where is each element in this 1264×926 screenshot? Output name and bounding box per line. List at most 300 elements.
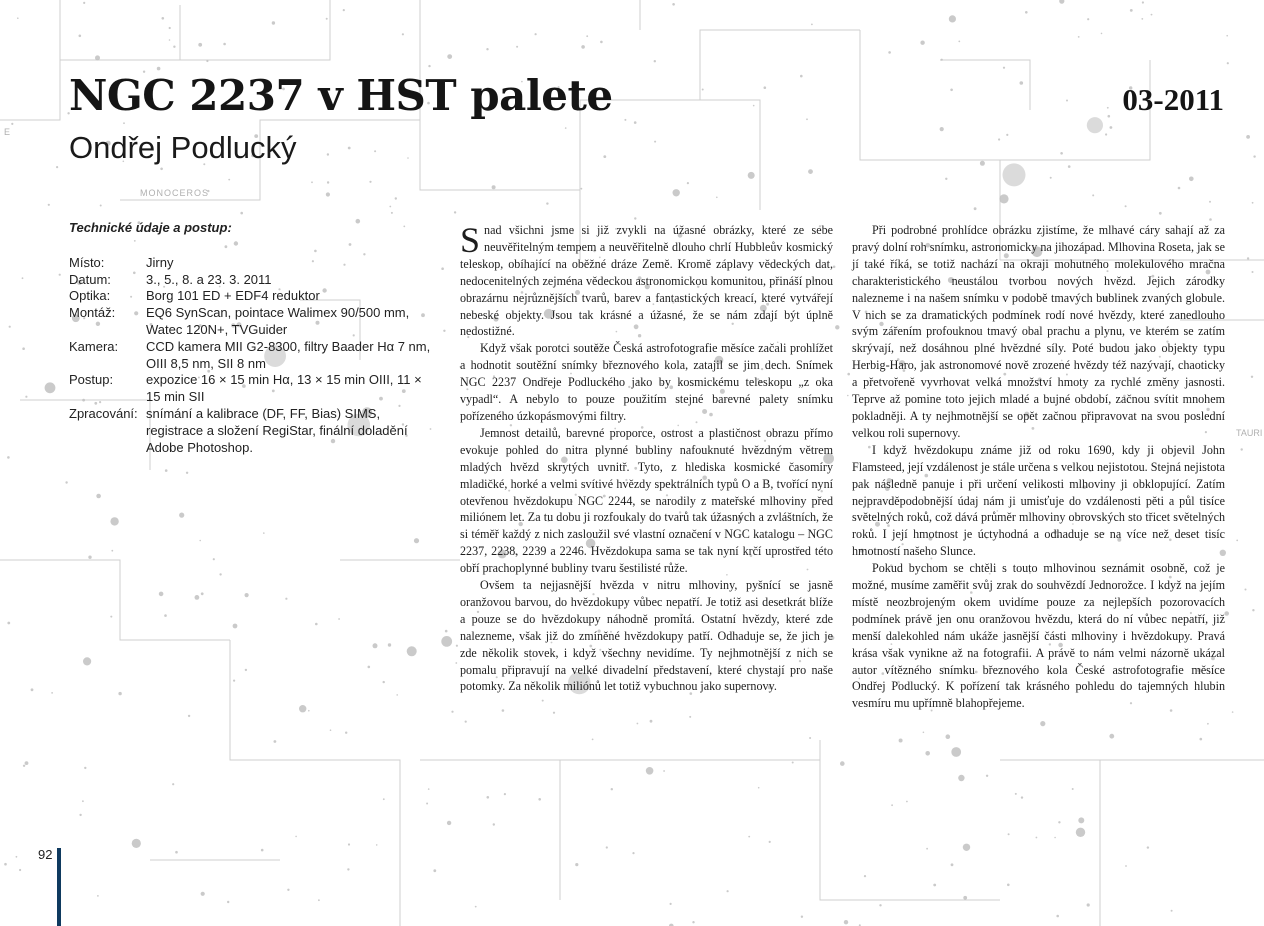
chart-star xyxy=(958,41,960,43)
article-paragraph: Když však porotci soutěže Česká astrofotografie měsíce začali prohlížet a hodnotit soutěžní snímky březnového kola, zatajil se jim dech. Snímek NGC 2237 Ondřeje Podluckého jako by kosmickému teleskopu „z oka vypadl“. A nebylo to pouze použitím stejné barevné palety snímku pořízeného úzkopásmovými filtry. xyxy=(460,341,833,423)
technical-row xyxy=(69,339,439,373)
chart-star xyxy=(689,716,691,718)
chart-star xyxy=(311,181,313,183)
chart-star xyxy=(132,839,141,848)
chart-star xyxy=(25,396,27,398)
chart-star xyxy=(443,330,445,332)
chart-star xyxy=(753,105,755,107)
chart-star xyxy=(1105,133,1107,135)
chart-star xyxy=(634,121,637,124)
chart-star xyxy=(173,46,175,48)
chart-star xyxy=(25,761,29,765)
chart-star xyxy=(1125,205,1127,207)
chart-star xyxy=(1087,117,1103,133)
chart-star xyxy=(1207,723,1209,725)
chart-star xyxy=(1020,81,1024,85)
chart-star xyxy=(327,153,329,155)
chart-star xyxy=(272,21,275,24)
chart-star xyxy=(951,747,961,757)
chart-star xyxy=(318,899,320,901)
chart-star xyxy=(31,688,34,691)
chart-star xyxy=(199,540,201,542)
chart-star xyxy=(999,194,1008,203)
chart-star xyxy=(646,767,654,775)
chart-star xyxy=(79,814,81,816)
technical-label: Datum: xyxy=(69,271,111,287)
chart-star xyxy=(188,715,190,717)
chart-star xyxy=(175,851,178,854)
chart-star xyxy=(11,123,13,125)
chart-star xyxy=(1006,134,1008,136)
chart-star xyxy=(315,623,318,626)
chart-star xyxy=(326,18,328,20)
technical-label: Postup: xyxy=(69,372,114,388)
chart-star xyxy=(388,643,391,646)
constellation-boundary xyxy=(420,0,580,260)
technical-details xyxy=(69,220,439,456)
chart-star xyxy=(369,181,371,183)
chart-star xyxy=(82,800,84,802)
chart-star xyxy=(535,33,537,35)
chart-star xyxy=(809,737,811,739)
chart-star xyxy=(769,841,771,843)
chart-star xyxy=(945,178,947,180)
chart-star xyxy=(692,921,694,923)
chart-star xyxy=(201,892,205,896)
chart-star xyxy=(951,863,954,866)
chart-star xyxy=(1110,126,1113,129)
chart-star xyxy=(65,481,67,483)
chart-star xyxy=(1253,155,1255,157)
chart-star xyxy=(1109,734,1114,739)
technical-value: EQ6 SynScan, pointace Walimex 90/500 mm, Watec 120N+, TVGuider xyxy=(146,305,410,337)
chart-star xyxy=(879,904,881,906)
chart-star xyxy=(1003,67,1005,69)
chart-star xyxy=(1054,837,1056,839)
chart-star xyxy=(925,751,930,756)
chart-star xyxy=(118,692,121,695)
chart-star xyxy=(261,849,264,852)
chart-star xyxy=(165,469,168,472)
page-number: 92 xyxy=(38,847,53,862)
chart-star xyxy=(1151,14,1153,16)
chart-star xyxy=(840,761,845,766)
chart-star xyxy=(219,573,221,575)
chart-star xyxy=(1209,201,1211,203)
chart-star xyxy=(1040,721,1045,726)
chart-star xyxy=(9,326,11,328)
chart-star xyxy=(206,60,208,62)
chart-star xyxy=(179,513,184,518)
chart-star xyxy=(998,138,1000,140)
chart-star xyxy=(650,720,653,723)
chart-star xyxy=(486,48,488,50)
constellation-boundary xyxy=(940,60,1030,110)
chart-star xyxy=(195,595,200,600)
chart-star xyxy=(376,844,378,846)
chart-star xyxy=(1076,828,1085,837)
chart-star xyxy=(23,765,25,767)
chart-star xyxy=(327,181,329,183)
chart-star xyxy=(428,65,430,67)
chart-star xyxy=(16,856,18,858)
chart-star xyxy=(1021,796,1023,798)
chart-star xyxy=(1056,915,1059,918)
chart-star xyxy=(946,734,951,739)
chart-star xyxy=(100,205,102,207)
chart-star xyxy=(891,804,893,806)
chart-star xyxy=(899,739,903,743)
chart-star xyxy=(811,24,813,26)
chart-star xyxy=(160,168,163,171)
chart-star xyxy=(1252,202,1254,204)
chart-star xyxy=(1209,218,1212,221)
chart-star xyxy=(940,127,944,131)
chart-star xyxy=(950,89,953,92)
chart-star xyxy=(454,211,456,213)
chart-star xyxy=(546,202,548,204)
chart-star xyxy=(186,472,188,474)
chart-star xyxy=(4,863,7,866)
chart-star xyxy=(223,43,226,46)
chart-star xyxy=(345,732,347,734)
article-column-1 xyxy=(460,222,833,695)
chart-star xyxy=(287,889,289,891)
chart-star xyxy=(395,197,397,199)
chart-star xyxy=(606,846,608,848)
chart-star xyxy=(455,662,457,664)
constellation-boundary xyxy=(820,740,1000,900)
map-label-e: E xyxy=(4,127,11,137)
chart-star xyxy=(245,669,247,671)
paragraph-text: nad všichni jsme si již zvykli na úžasné obrázky, které ze sebe neuvěřitelným tempem a neuvěřitelně dlouho chrlí Hubbleův kosmický teleskop, obíhající na oběžné dráze Země. Kromě záplavy vědeckých dat, nedocenitelných zejména vědeckou astronomickou komunitou, přináší plnou obrazárnu nejrůznějších tvarů, barev a fantastických kreací, které vytvářejí nebeské objekty. Jsou tak krásné a úžasné, že se nám zdají být úplně nedostižné. xyxy=(460,223,833,339)
chart-star xyxy=(407,646,417,656)
chart-star xyxy=(17,17,19,19)
constellation-boundary xyxy=(580,30,860,190)
chart-star xyxy=(1141,18,1143,20)
chart-star xyxy=(493,823,495,825)
chart-star xyxy=(227,901,229,903)
chart-star xyxy=(7,622,10,625)
chart-star xyxy=(426,803,428,805)
chart-star xyxy=(95,55,100,60)
chart-star xyxy=(88,556,91,559)
chart-star xyxy=(396,694,398,696)
chart-star xyxy=(1171,910,1173,912)
chart-star xyxy=(565,127,567,129)
chart-star xyxy=(1059,0,1064,4)
constellation-boundary xyxy=(230,640,400,926)
chart-star xyxy=(906,801,908,803)
chart-star xyxy=(538,798,541,801)
chart-star xyxy=(1066,100,1068,102)
chart-star xyxy=(600,41,603,44)
article-paragraph xyxy=(460,222,833,340)
chart-star xyxy=(581,45,585,49)
issue-label: 03-2011 xyxy=(1122,82,1224,117)
chart-star xyxy=(487,796,490,799)
chart-star xyxy=(611,788,613,790)
constellation-boundary xyxy=(420,760,560,900)
chart-star xyxy=(663,770,665,772)
chart-star xyxy=(22,277,24,279)
author-name: Ondřej Podlucký xyxy=(69,130,297,165)
chart-star xyxy=(800,75,803,78)
chart-star xyxy=(801,916,803,918)
chart-star xyxy=(48,204,50,206)
chart-star xyxy=(949,15,956,22)
chart-star xyxy=(1125,865,1127,867)
technical-label: Montáž: xyxy=(69,305,116,321)
article-paragraph: I když hvězdokupu známe již od roku 1690, kdy ji objevil John Flamsteed, její vzdálenost je stále určena s velkou nejistotou. Stejná nejistota pak následně panuje i při určení velikosti mlhoviny ji obklopující. Zatím nejpravděpodobnější údaj nám ji umisťuje do vzdálenosti pěti a půl tisíce světelných roků, což dává průměr mlhoviny obrovských sto třicet světelných roků. I její hmotnost je úctyhodná a odhaduje se na více než deset tisíc hmotností našeho Slunce. xyxy=(852,442,1225,559)
chart-star xyxy=(79,35,82,38)
chart-star xyxy=(920,41,924,45)
chart-star xyxy=(687,182,689,184)
chart-star xyxy=(1087,18,1089,20)
chart-star xyxy=(1050,177,1052,179)
chart-star xyxy=(1130,9,1133,12)
chart-star xyxy=(748,172,755,179)
chart-star xyxy=(233,680,235,682)
chart-star xyxy=(1072,788,1074,790)
chart-star xyxy=(7,456,10,459)
chart-star xyxy=(391,212,393,214)
article-title: NGC 2237 v HST palete xyxy=(69,71,613,120)
chart-star xyxy=(348,147,351,150)
technical-row xyxy=(69,372,439,406)
chart-star xyxy=(456,645,458,647)
chart-star xyxy=(1092,194,1094,196)
chart-star xyxy=(1241,448,1243,450)
chart-star xyxy=(716,197,718,199)
chart-star xyxy=(447,821,451,825)
chart-star xyxy=(764,86,767,89)
chart-star xyxy=(833,266,836,269)
chart-star xyxy=(926,848,928,850)
chart-star xyxy=(1015,793,1017,795)
chart-star xyxy=(835,325,839,329)
chart-star xyxy=(1087,903,1090,906)
article-paragraph: Jemnost detailů, barevné proporce, ostrost a plastičnost obrazu přímo evokuje pohled do nitra plynné bubliny nafouknuté hvězdným větrem mladých hvězd skrytých uvnitř. Tyto, z hlediska kosmické časomíry mladičké, horké a velmi svítivé hvězdy spektrálních typů O a B, tvořící nyní otevřenou hvězdokupu NGC 2244, se narodily z mateřské mlhoviny před miliónem let. Za tu dobu ji rozfoukaly do tvarů tak úžasných a zvláštních, že si téměř každý z nich zasloužil své vlastní označení v NGC katalogu – NGC 2237, 2238, 2239 a 2246. Hvězdokupa sama se tak nyní krčí uprostřed této obří prachoplynné bubliny tvaru šestilisté růže. xyxy=(460,425,833,576)
chart-star xyxy=(96,494,101,499)
chart-star xyxy=(213,558,215,560)
chart-star xyxy=(1058,821,1060,823)
chart-star xyxy=(447,54,452,59)
chart-star xyxy=(441,267,444,270)
chart-star xyxy=(19,869,21,871)
chart-star xyxy=(673,189,680,196)
chart-star xyxy=(624,119,626,121)
chart-star xyxy=(123,122,125,124)
technical-label: Místo: xyxy=(69,254,105,270)
chart-star xyxy=(634,217,636,219)
chart-star xyxy=(1159,212,1162,215)
chart-star xyxy=(383,681,385,683)
chart-star xyxy=(83,657,91,665)
chart-star xyxy=(603,155,606,158)
chart-star xyxy=(172,783,174,785)
chart-star xyxy=(1060,152,1063,155)
technical-heading: Technické údaje a postup: xyxy=(69,220,232,235)
chart-star xyxy=(864,875,866,877)
technical-row xyxy=(69,406,439,456)
chart-star xyxy=(986,775,988,777)
chart-star xyxy=(1008,833,1010,835)
constellation-boundary xyxy=(700,100,760,210)
chart-star xyxy=(844,920,848,924)
chart-star xyxy=(330,729,332,731)
article-paragraph: Při podrobné prohlídce obrázku zjistíme, že mlhavé cáry sahají až za pravý dolní roh snímku, astronomicky na jihozápad. Mlhovina Roseta, jak se jí také říká, se totiž nachází na okraji mohutného molekulového mračna charakteristického neustálou tvorbou nových hvězd. Jejich zárodky nalezneme i na našem snímku v podobě tmavých bublinek zvaných globule. V nich se za dramatických podmínek rodí nové hvězdy, které zanedlouho svým zářením profouknou tmavý obal prachu a plynu, ve kterém se zatím skrývají, než dosáhnou plné hvězdné síly. Poté budou jako objekty typu Herbig-Haro, jak astronomové nově zrozené hvězdy též nazývají, chaoticky a přetvořeně vyvrhovat velká množství hmoty za rychlé změny jasnosti. Teprve až pomine toto jejich mladé a bujné období, začnou svítit mnohem pokladněji. A ty nejhmotnější se opět začnou připravovat na svou poslední velkou roli supernovy. xyxy=(852,223,1225,440)
technical-row xyxy=(69,305,439,339)
chart-star xyxy=(637,723,639,725)
chart-star xyxy=(792,762,794,764)
chart-star xyxy=(295,836,297,838)
chart-star xyxy=(670,903,672,905)
chart-star xyxy=(1078,817,1084,823)
chart-star xyxy=(1007,884,1010,887)
chart-star xyxy=(368,666,371,669)
chart-star xyxy=(263,532,265,534)
chart-star xyxy=(428,788,430,790)
chart-star xyxy=(1178,187,1181,190)
chart-star xyxy=(1247,257,1249,259)
chart-star xyxy=(83,2,85,4)
constellation-boundary xyxy=(180,0,330,60)
chart-star xyxy=(1142,1,1144,3)
chart-star xyxy=(806,118,808,120)
chart-star xyxy=(111,550,113,552)
chart-star xyxy=(162,17,165,20)
chart-star xyxy=(941,59,943,61)
chart-star xyxy=(389,206,391,208)
chart-star xyxy=(245,593,249,597)
chart-star xyxy=(632,852,634,854)
chart-star xyxy=(933,884,936,887)
chart-star xyxy=(201,592,204,595)
chart-star xyxy=(888,51,891,54)
chart-star xyxy=(581,188,583,190)
map-label-monoceros: MONOCEROS xyxy=(140,188,210,198)
chart-star xyxy=(1236,540,1238,542)
chart-star xyxy=(228,179,230,181)
chart-star xyxy=(338,618,340,620)
chart-star xyxy=(1232,711,1234,713)
chart-star xyxy=(1003,163,1026,186)
chart-star xyxy=(504,793,506,795)
chart-star xyxy=(654,60,656,62)
chart-star xyxy=(159,592,164,597)
chart-star xyxy=(1068,165,1071,168)
chart-star xyxy=(1226,35,1228,37)
drop-cap: S xyxy=(460,220,481,260)
chart-star xyxy=(847,395,849,397)
technical-value: 3., 5., 8. a 23. 3. 2011 xyxy=(146,271,272,287)
technical-value: expozice 16 × 15 min Hα, 13 × 15 min OIII, 11 × 15 min SII xyxy=(146,372,422,405)
chart-star xyxy=(702,89,704,91)
chart-star xyxy=(407,157,409,159)
chart-star xyxy=(308,710,310,712)
chart-star xyxy=(1036,837,1038,839)
chart-star xyxy=(402,33,404,35)
chart-star xyxy=(654,141,656,143)
chart-star xyxy=(1147,846,1149,848)
chart-star xyxy=(433,869,436,872)
chart-star xyxy=(169,39,171,41)
chart-star xyxy=(45,382,56,393)
chart-star xyxy=(502,709,505,712)
technical-value: Jirny xyxy=(146,254,174,270)
technical-row xyxy=(69,255,439,272)
article-paragraph: Ovšem ta nejjasnější hvězda v nitru mlhoviny, pyšnící se jasně oranžovou barvou, do hvězdokupy vůbec nepatří. Je totiž asi desetkrát blíže a pouze se do hvězdokupy náhodně promítá. Ostatní hvězdy, které zde nalezneme, však již do zmíněné hvězdokupy patří. Odhaduje se, že jich je zde několik stovek, i když všechny nevidíme. Ty nejhmotnější z nich se pomalu připravují na velké divadelní představení, které chystají pro naše potomky. Za několik miliónů let totiž vybuchnou jako supernovy. xyxy=(460,578,833,694)
chart-star xyxy=(1227,62,1229,64)
chart-star xyxy=(1025,11,1028,14)
chart-star xyxy=(963,896,967,900)
chart-star xyxy=(348,843,350,845)
chart-star xyxy=(1189,177,1194,182)
chart-star xyxy=(974,207,977,210)
technical-row xyxy=(69,272,439,289)
technical-value: CCD kamera MII G2-8300, filtry Baader Hα 7 nm, OIII 8,5 nm, SII 8 nm xyxy=(146,338,431,371)
chart-star xyxy=(672,3,675,6)
chart-star xyxy=(808,169,813,174)
chart-star xyxy=(516,46,518,48)
technical-label: Zpracování: xyxy=(69,405,138,421)
chart-star xyxy=(1252,271,1254,273)
technical-value: snímání a kalibrace (DF, FF, Bias) SIMS, registrace a složení RegiStar, finální doladění Adobe Photoshop. xyxy=(146,405,408,455)
chart-star xyxy=(326,192,330,196)
chart-star xyxy=(343,9,345,11)
chart-star xyxy=(1078,36,1080,38)
article-paragraph: Pokud bychom se chtěli s touto mlhovinou seznámit osobně, což je možné, musíme zaměřit svůj zrak do souhvězdí Jednorožce. I když na jejím místě neozbrojeným okem uvidíme pouze za nejlepších pozorovacích podmínek právě jen onu oranžovou hvězdu, která do ní vůbec nepatří, již menší dalekohled nám ukáže jasnější části mlhoviny i hvězdokupy. Pravá krása však vynikne až na fotografii. A právě to nám velmi názorně ukázal autor vítězného snímku březnového kola České astrofotografie měsíce Ondřej Podlucký. K pořízení tak krásného pohledu do tajemných hlubin vesmíru mu upřímně blahopřejeme. xyxy=(852,561,1225,711)
chart-star xyxy=(575,863,578,866)
chart-star xyxy=(727,890,729,892)
chart-star xyxy=(414,538,419,543)
chart-star xyxy=(59,274,61,276)
chart-star xyxy=(56,166,58,168)
chart-star xyxy=(1246,135,1250,139)
chart-star xyxy=(586,35,588,37)
chart-star xyxy=(1245,589,1247,591)
chart-star xyxy=(164,614,167,617)
chart-star xyxy=(1224,611,1229,616)
chart-star xyxy=(592,739,594,741)
chart-star xyxy=(374,150,376,152)
chart-star xyxy=(465,721,467,723)
chart-star xyxy=(233,624,238,629)
technical-row xyxy=(69,288,439,305)
chart-star xyxy=(492,185,496,189)
chart-star xyxy=(542,700,544,702)
chart-star xyxy=(553,712,555,714)
chart-star xyxy=(758,787,760,789)
chart-star xyxy=(847,373,850,376)
technical-label: Kamera: xyxy=(69,338,119,354)
chart-star xyxy=(1101,33,1103,35)
chart-star xyxy=(475,906,477,908)
chart-star xyxy=(22,347,25,350)
chart-star xyxy=(373,643,378,648)
chart-star xyxy=(198,43,202,47)
chart-star xyxy=(299,705,306,712)
chart-star xyxy=(169,27,171,29)
map-label-tauri: TAURI xyxy=(1236,428,1263,438)
chart-star xyxy=(383,798,385,800)
chart-star xyxy=(1107,107,1109,109)
chart-star xyxy=(923,732,925,734)
chart-star xyxy=(958,775,964,781)
technical-value: Borg 101 ED + EDF4 reduktor xyxy=(146,288,320,304)
chart-star xyxy=(441,636,452,647)
